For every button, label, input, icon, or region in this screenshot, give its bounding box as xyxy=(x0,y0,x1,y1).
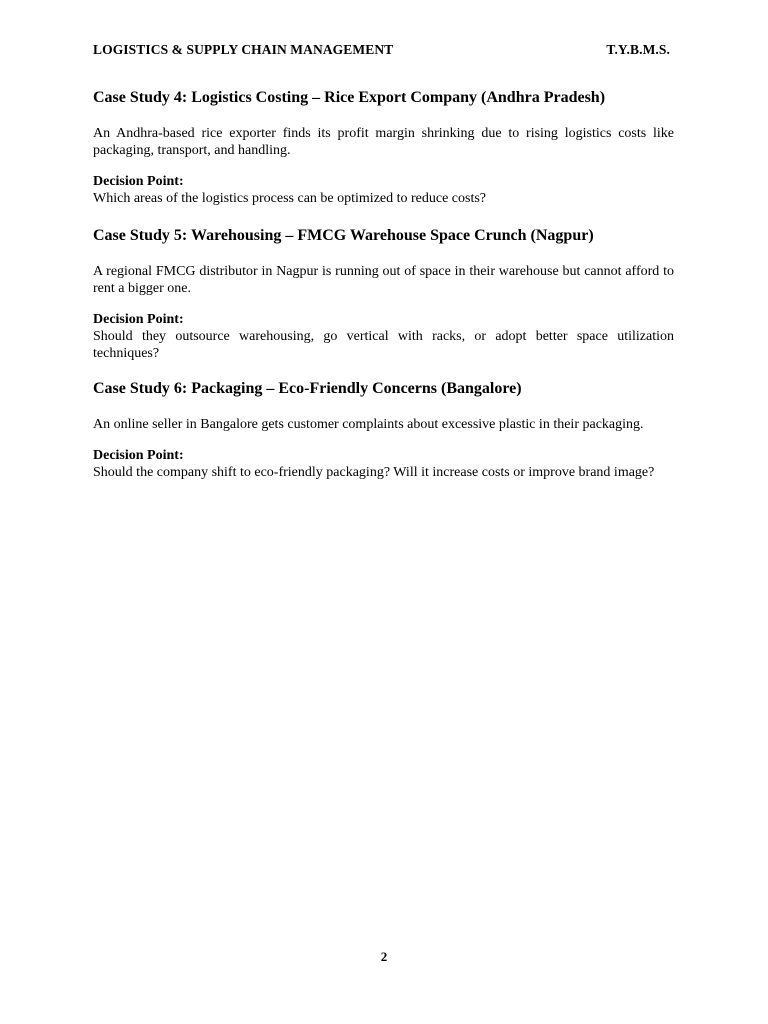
header-course-title: LOGISTICS & SUPPLY CHAIN MANAGEMENT xyxy=(93,42,394,57)
running-header xyxy=(93,42,674,58)
case-study-6 xyxy=(93,380,674,481)
page-number: 2 xyxy=(380,949,388,964)
decision-point-label: Decision Point: xyxy=(93,448,184,463)
header-class-label: T.Y.B.M.S. xyxy=(606,42,670,57)
case-study-5 xyxy=(93,227,674,362)
case-study-title: Case Study 5: Warehousing – FMCG Warehouse Space Crunch (Nagpur) xyxy=(93,227,594,244)
case-study-title: Case Study 4: Logistics Costing – Rice Export Company (Andhra Pradesh) xyxy=(93,89,606,106)
decision-point-label: Decision Point: xyxy=(93,174,184,189)
case-study-description: An online seller in Bangalore gets customer complaints about excessive plastic in their packaging. xyxy=(93,417,644,432)
case-study-description: An Andhra-based rice exporter finds its profit margin shrinking due to rising logistics costs like packaging, transport, and handling. xyxy=(93,126,674,158)
case-study-description: A regional FMCG distributor in Nagpur is running out of space in their warehouse but cannot afford to rent a bigger one. xyxy=(93,264,674,296)
case-study-title: Case Study 6: Packaging – Eco-Friendly Concerns (Bangalore) xyxy=(93,380,522,397)
case-study-4 xyxy=(93,89,674,207)
decision-point-text: Which areas of the logistics process can be optimized to reduce costs? xyxy=(93,191,487,206)
document-page xyxy=(93,42,674,481)
decision-point-text: Should the company shift to eco-friendly packaging? Will it increase costs or improve brand image? xyxy=(93,465,655,480)
decision-point-text: Should they outsource warehousing, go vertical with racks, or adopt better space utilization techniques? xyxy=(93,329,674,361)
decision-point-label: Decision Point: xyxy=(93,312,184,327)
